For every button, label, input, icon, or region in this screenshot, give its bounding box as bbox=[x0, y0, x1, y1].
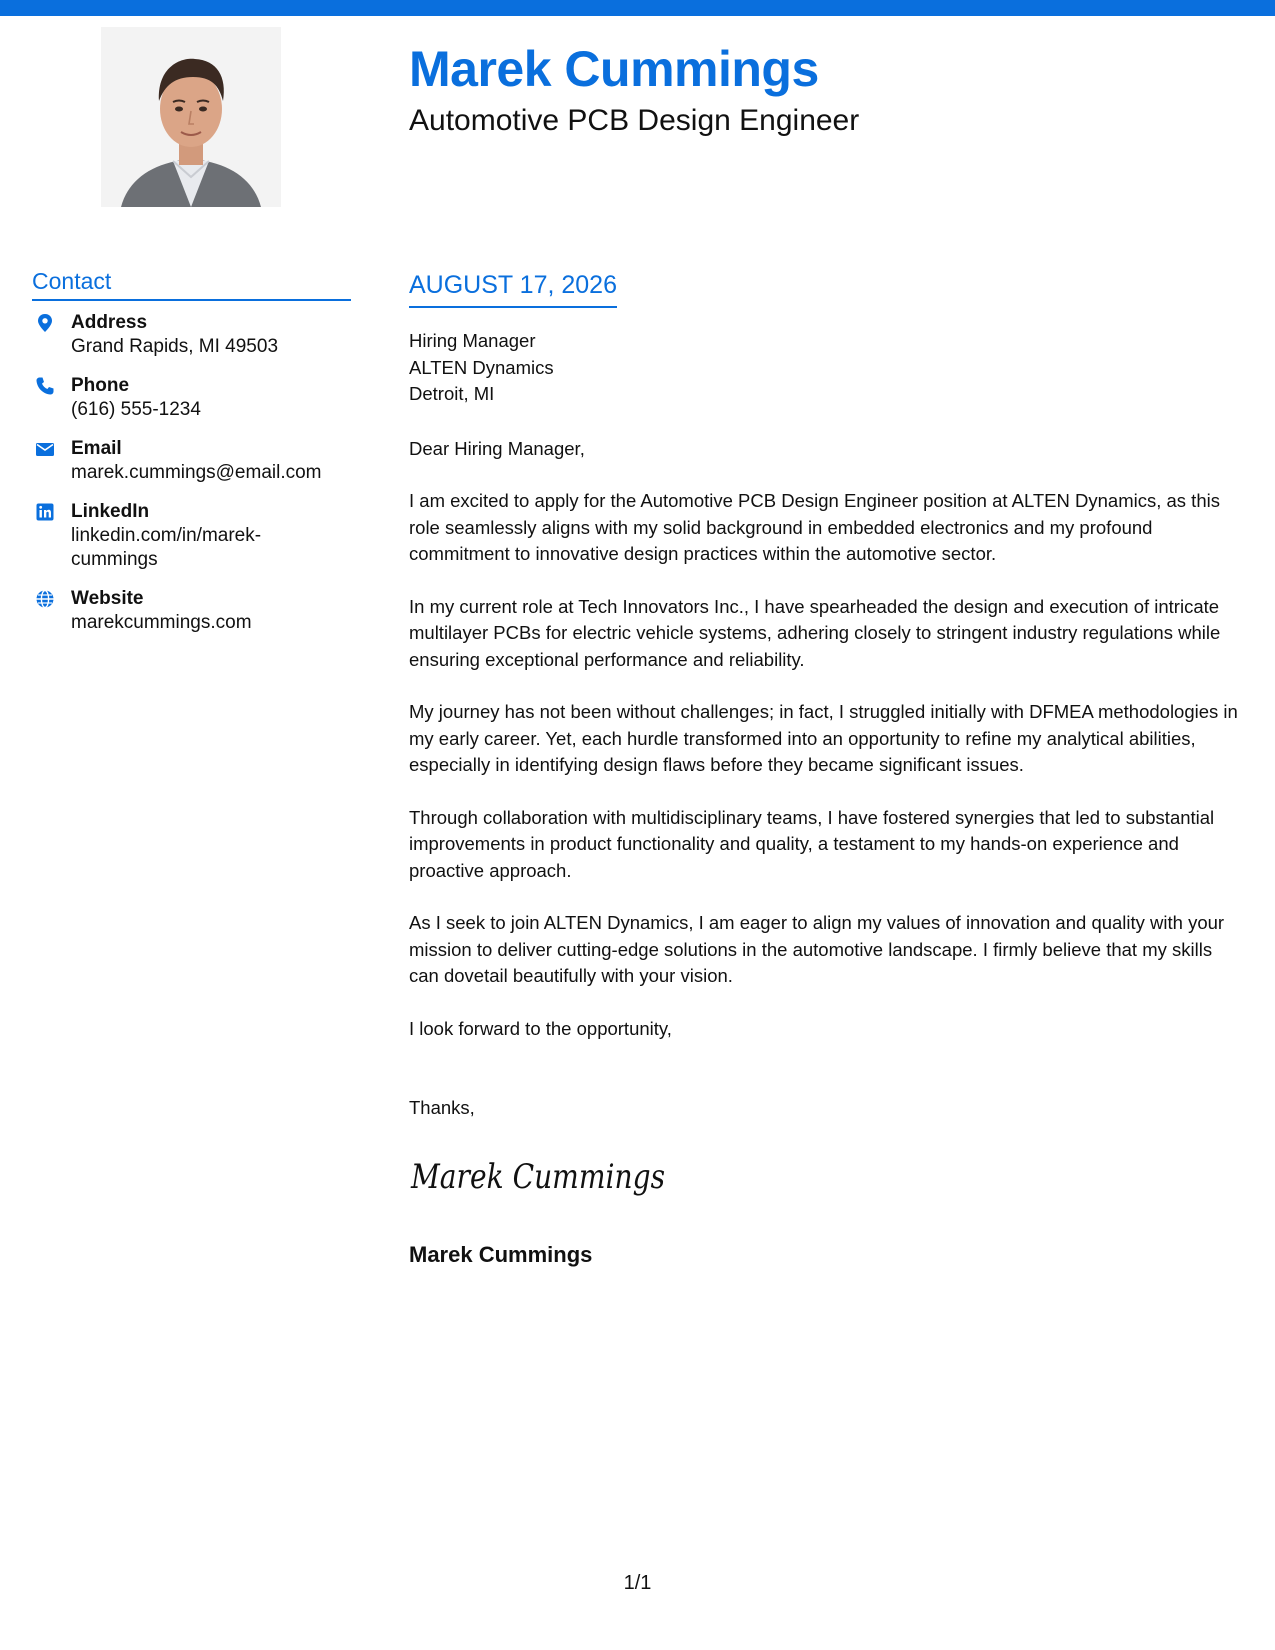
recipient-line: ALTEN Dynamics bbox=[409, 356, 554, 378]
contact-list bbox=[32, 311, 351, 650]
contact-value[interactable]: marek.cummings@email.com bbox=[71, 462, 322, 483]
letter-body bbox=[409, 328, 1244, 1042]
contact-item-email bbox=[32, 437, 351, 485]
signed-name: Marek Cummings bbox=[409, 1242, 593, 1267]
contact-value[interactable] bbox=[71, 524, 351, 572]
contact-value: (616) 555-1234 bbox=[71, 399, 201, 420]
contact-label: Phone bbox=[71, 375, 130, 396]
recipient-line: Hiring Manager bbox=[409, 330, 536, 351]
linkedin-icon bbox=[35, 502, 55, 522]
closing-line: I look forward to the opportunity, bbox=[409, 1017, 672, 1039]
letter-paragraph: My journey has not been without challenges; in fact, I struggled initially with DFMEA methodologies in my early career. Yet, each hurdle transformed into an opportunity to refine my analytical abilities, especially in identifying design flaws before they became significant issues. bbox=[409, 701, 1238, 775]
contact-item-website bbox=[32, 587, 351, 635]
candidate-name: Marek Cummings bbox=[409, 41, 819, 97]
linkedin-url-line-2: cummings bbox=[71, 549, 158, 570]
contact-label: Website bbox=[71, 588, 144, 609]
letter-paragraph: Through collaboration with multidisciplinary teams, I have fostered synergies that led to substantial improvements in product functionality and quality, a testament to my hands-on experience and proactive approach. bbox=[409, 806, 1215, 881]
sign-off: Thanks, bbox=[409, 1097, 475, 1118]
letter-date: AUGUST 17, 2026 bbox=[409, 271, 617, 308]
recipient-line: Detroit, MI bbox=[409, 383, 495, 404]
contact-heading: Contact bbox=[32, 268, 351, 301]
contact-item-linkedin bbox=[32, 500, 351, 572]
salutation: Dear Hiring Manager, bbox=[409, 437, 585, 459]
signature-text: Marek Cummings bbox=[410, 1157, 665, 1197]
contact-label: LinkedIn bbox=[71, 501, 150, 522]
job-title: Automotive PCB Design Engineer bbox=[409, 104, 860, 137]
letter-paragraph: As I seek to join ALTEN Dynamics, I am eager to align my values of innovation and quality with your mission to deliver cutting-edge solutions in the automotive landscape. I firmly believe that my skills can dovetail beautifully with your vision. bbox=[409, 912, 1225, 986]
handwritten-signature bbox=[409, 1148, 669, 1208]
contact-item-address bbox=[32, 311, 351, 359]
contact-label: Address bbox=[71, 312, 148, 333]
profile-photo bbox=[101, 27, 281, 207]
contact-item-phone bbox=[32, 374, 351, 422]
recipient-block bbox=[409, 328, 1244, 408]
letter-paragraph: I am excited to apply for the Automotive PCB Design Engineer position at ALTEN Dynamics, as this role seamlessly aligns with my solid background in embedded electronics and my profound commitment to innovative design practices within the automotive sector. bbox=[409, 490, 1220, 564]
contact-value[interactable]: marekcummings.com bbox=[71, 612, 252, 633]
contact-value: Grand Rapids, MI 49503 bbox=[71, 336, 279, 357]
envelope-icon bbox=[35, 439, 55, 459]
contact-label: Email bbox=[71, 438, 122, 459]
letter-paragraph: In my current role at Tech Innovators Inc., I have spearheaded the design and execution of intricate multilayer PCBs for electric vehicle systems, adhering closely to stringent industry regulations while ensuring exceptional performance and reliability. bbox=[409, 595, 1221, 670]
globe-icon bbox=[35, 589, 55, 609]
page-number: 1/1 bbox=[623, 1572, 652, 1594]
top-accent-bar bbox=[0, 0, 1275, 16]
linkedin-url-line-1: linkedin.com/in/marek- bbox=[71, 525, 262, 546]
map-pin-icon bbox=[35, 313, 55, 333]
phone-icon bbox=[35, 376, 55, 396]
